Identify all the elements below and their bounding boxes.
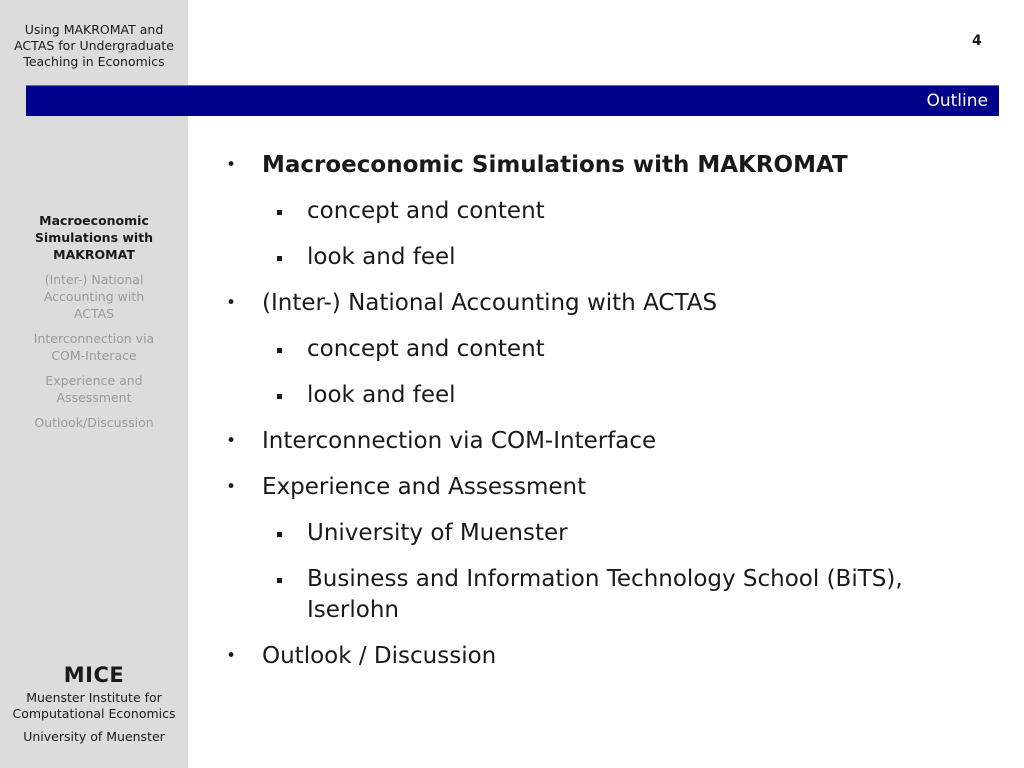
page-number: 4	[972, 33, 982, 49]
presentation-title	[0, 22, 188, 70]
bullet-square-icon	[277, 210, 282, 215]
outline-item-text: Outlook / Discussion	[262, 643, 497, 669]
outline-subitem-text: University of Muenster	[307, 520, 568, 546]
nav-item-line: MAKROMAT	[53, 247, 135, 262]
nav-item-line: (Inter-) National	[44, 272, 144, 287]
bullet-dot-icon: •	[226, 477, 237, 497]
nav-item-makromat[interactable]	[19, 212, 169, 263]
bullet-dot-icon: •	[226, 293, 237, 313]
nav-item-line: Interconnection via	[33, 331, 155, 346]
nav-item-line: Experience and	[45, 373, 143, 388]
nav-item-line: COM-Interace	[51, 348, 137, 363]
outline-subitem	[222, 334, 1002, 365]
bullet-square-icon	[277, 532, 282, 537]
nav-item-outlook[interactable]	[19, 414, 169, 431]
outline-item	[222, 641, 1002, 672]
nav-item-actas[interactable]	[19, 271, 169, 322]
outline-subitem	[222, 242, 1002, 273]
nav-item-line: Accounting with	[43, 289, 145, 304]
institute-name-line: Muenster Institute for	[26, 690, 162, 705]
nav-item-line: Simulations with	[34, 230, 154, 245]
outline-subitem	[222, 518, 1002, 549]
sidebar-footer	[0, 660, 188, 745]
bullet-dot-icon: •	[226, 646, 237, 666]
nav-item-line: ACTAS	[73, 306, 115, 321]
outline-subitem-text: concept and content	[307, 198, 545, 224]
presentation-title-line: Using MAKROMAT and	[24, 22, 164, 37]
outline-subitem	[222, 196, 1002, 227]
institute-name	[0, 690, 188, 722]
outline-item	[222, 472, 1002, 503]
bullet-square-icon	[277, 256, 282, 261]
outline-subitem-line: Iserlohn	[307, 597, 399, 623]
nav-item-interconnection[interactable]	[19, 330, 169, 364]
slide-title: Outline	[926, 91, 988, 111]
bullet-square-icon	[277, 578, 282, 583]
nav-item-line: Outlook/Discussion	[34, 415, 154, 430]
outline-subitem-text: concept and content	[307, 336, 545, 362]
outline-subitem-text	[307, 564, 1002, 626]
outline-item-text: Interconnection via COM-Interface	[262, 428, 657, 454]
nav-item-experience[interactable]	[19, 372, 169, 406]
outline-item	[222, 288, 1002, 319]
outline-item	[222, 426, 1002, 457]
bullet-square-icon	[277, 394, 282, 399]
outline-subitem-text: look and feel	[307, 244, 456, 270]
presentation-title-line: ACTAS for Undergraduate	[14, 38, 174, 53]
outline-item-text: Macroeconomic Simulations with MAKROMAT	[262, 152, 848, 178]
university-name: University of Muenster	[23, 729, 165, 744]
title-bar	[26, 85, 999, 116]
outline-item-text: Experience and Assessment	[262, 474, 587, 500]
mice-logo: MICE	[63, 663, 125, 687]
nav-item-line: Macroeconomic	[39, 213, 149, 228]
outline-subitem-text: look and feel	[307, 382, 456, 408]
outline-subitem	[222, 564, 1002, 626]
outline-item	[222, 150, 1002, 181]
sidebar-nav	[0, 212, 188, 439]
nav-item-line: Assessment	[56, 390, 132, 405]
presentation-title-line: Teaching in Economics	[23, 54, 165, 69]
outline-list	[222, 150, 1002, 687]
outline-subitem-line: Business and Information Technology School (BiTS),	[307, 566, 903, 592]
bullet-dot-icon: •	[226, 155, 237, 175]
bullet-square-icon	[277, 348, 282, 353]
outline-item-text: (Inter-) National Accounting with ACTAS	[262, 290, 718, 316]
bullet-dot-icon: •	[226, 431, 237, 451]
institute-name-line: Computational Economics	[12, 706, 176, 721]
outline-subitem	[222, 380, 1002, 411]
